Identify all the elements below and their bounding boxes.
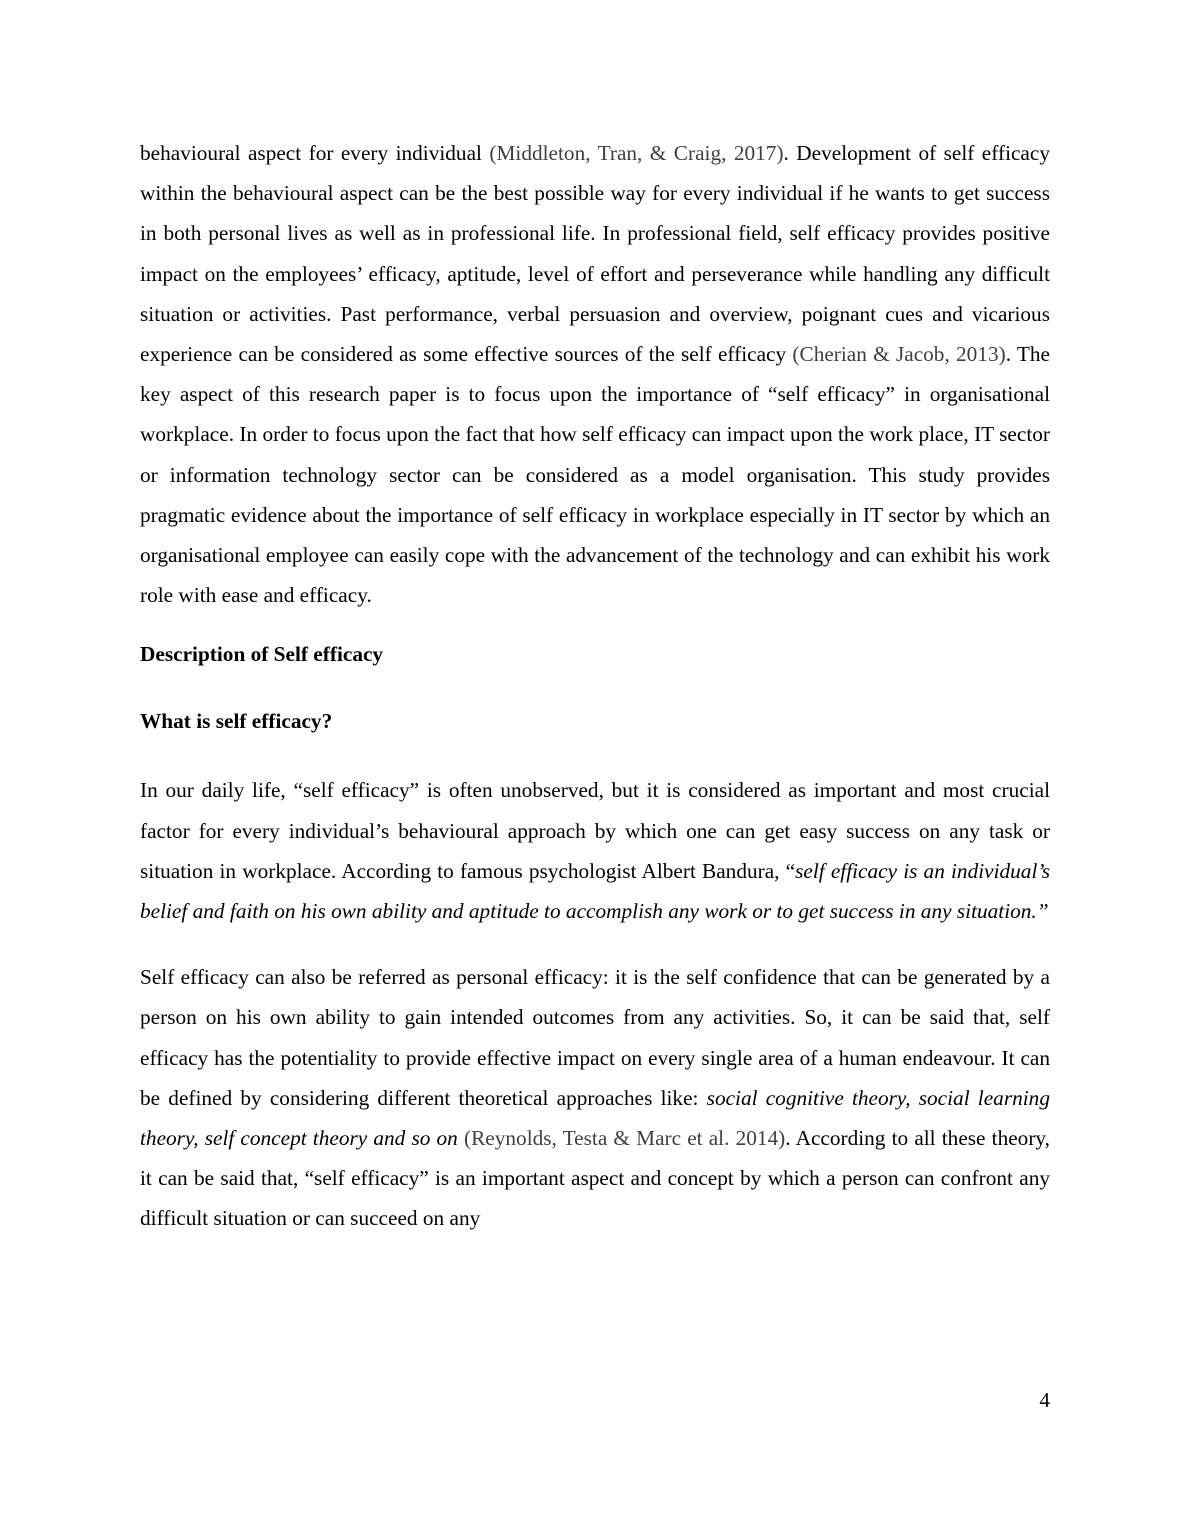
text-run: . The key aspect of this research paper is to focus upon the importance of “self efficacy” in organisational workplace. In order to focus upon the fact that how self efficacy can impact upon the work place, IT sector or information technology sector can be considered as a model organisation. This study provides pragmatic evidence about the importance of self efficacy in workplace especially in IT sector by which an organisational employee can easily cope with the advancement of the technology and can exhibit his work role with ease and efficacy.: [140, 342, 1050, 608]
page-number: 4: [1039, 1388, 1050, 1412]
body-paragraph: [140, 957, 1050, 1238]
section-heading: Description of Self efficacy: [140, 642, 384, 667]
text-run: . Development of self efficacy within the behavioural aspect can be the best possible way for every individual if he wants to get success in both personal lives as well as in professional life. In professional field, self efficacy provides positive impact on the employees’ efficacy, aptitude, level of effort and perseverance while handling any difficult situation or activities. Past performance, verbal persuasion and overview, poignant cues and vicarious experience can be considered as some effective sources of the self efficacy: [140, 141, 1050, 367]
text-run: . According to all these theory, it can be said that, “self efficacy” is an important aspect and concept by which a person can confront any difficult situation or can succeed on any: [140, 1126, 1051, 1231]
page-content: [140, 133, 1050, 1239]
text-run: behavioural aspect for every individual: [140, 141, 490, 165]
body-paragraph: [140, 133, 1050, 615]
body-paragraph: [140, 770, 1050, 931]
text-run: Self efficacy can also be referred as personal efficacy: it is the self confidence that can be generated by a person on his own ability to gain intended outcomes from any activities. So, it can be said that, self efficacy has the potentiality to provide effective impact on every single area of a human endeavour. It can be defined by considering different theoretical approaches like:: [140, 965, 1050, 1110]
citation: (Cherian & Jacob, 2013): [792, 342, 1006, 367]
citation: (Middleton, Tran, & Craig, 2017): [489, 141, 784, 165]
quote-text: self efficacy is an individual’s belief and faith on his own ability and aptitude to accomplish any work or to get success in any situation.”: [140, 858, 1050, 924]
citation: (Reynolds, Testa & Marc et al. 2014): [464, 1126, 786, 1151]
text-run: In our daily life, “self efficacy” is often unobserved, but it is considered as important and most crucial factor for every individual’s behavioural approach by which one can get easy success on any task or situation in workplace. According to famous psychologist Albert Bandura, “: [140, 778, 1050, 883]
theories-text: social cognitive theory, social learning theory, self concept theory and so on: [140, 1085, 1050, 1151]
subsection-heading: What is self efficacy?: [140, 709, 333, 734]
